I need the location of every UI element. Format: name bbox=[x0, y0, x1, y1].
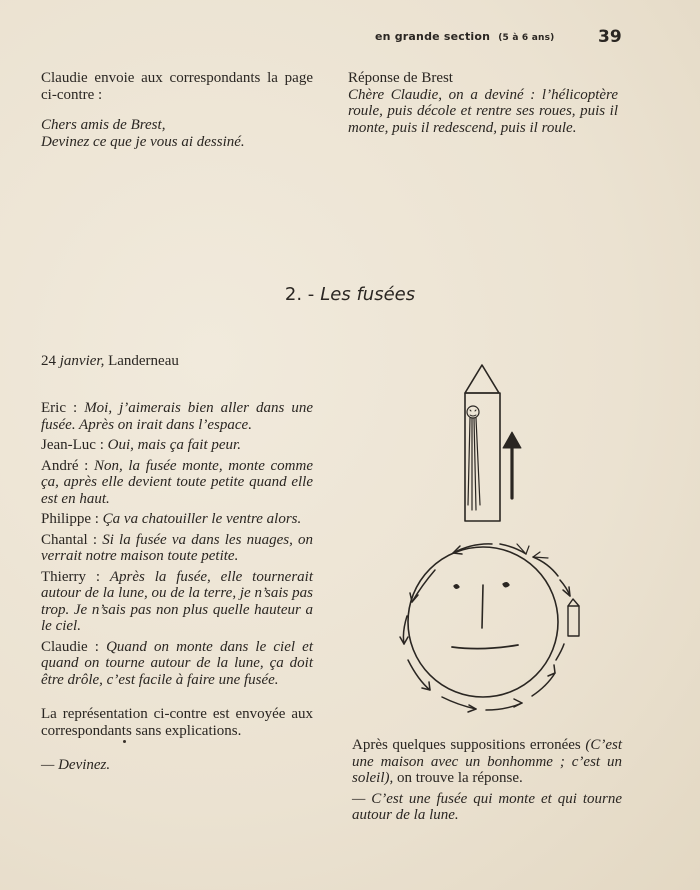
running-head bbox=[375, 30, 554, 43]
running-title: en grande section bbox=[375, 30, 491, 43]
dateline-place: Landerneau bbox=[108, 353, 179, 369]
age-range: (5 à 6 ans) bbox=[498, 33, 555, 43]
dialogue-line-eric bbox=[41, 400, 313, 433]
small-rocket-sketch bbox=[568, 606, 579, 636]
caption-intro: Après quelques suppositions erronées bbox=[352, 737, 581, 753]
closing-prompt: — Devinez. bbox=[41, 757, 111, 773]
dialogue-line-jean-luc bbox=[41, 437, 313, 454]
page-number: 39 bbox=[598, 27, 622, 47]
dialogue-block bbox=[41, 400, 313, 774]
rocket-sketch bbox=[465, 365, 500, 521]
speaker-name: Chantal : bbox=[41, 531, 98, 548]
top-right-block bbox=[348, 70, 618, 136]
speaker-name: Eric : bbox=[41, 400, 78, 416]
speaker-name: Philippe : bbox=[41, 511, 99, 527]
speaker-name: Claudie : bbox=[41, 638, 99, 655]
reply-heading: Réponse de Brest bbox=[348, 70, 453, 86]
speech-text: Oui, mais ça fait peur. bbox=[107, 437, 241, 453]
section-title-text: Les fusées bbox=[320, 284, 416, 305]
speech-text: Après la fusée, elle tournerait autour de la lune, ou de la terre, je n’sais pas trop. Je n’sais pas non plus quelle hauteur a le ciel. bbox=[41, 568, 313, 634]
speech-text: Moi, j’aimerais bien aller dans une fusée. Après on irait dans l’espace. bbox=[41, 400, 313, 433]
speech-text: Ça va chatouiller le ventre alors. bbox=[102, 511, 302, 527]
section-title bbox=[0, 284, 700, 305]
speaker-name: Jean-Luc : bbox=[41, 437, 104, 453]
closing-text: La représentation ci-contre est envoyée aux correspondants sans explications. bbox=[41, 706, 313, 739]
dialogue-line-chantal bbox=[41, 532, 313, 565]
speaker-name: André : bbox=[41, 457, 89, 474]
moon-face-sketch bbox=[408, 547, 558, 697]
dateline bbox=[41, 353, 321, 370]
caption-guess: (C’est une maison avec un bonhomme ; c’est un soleil), bbox=[352, 737, 622, 786]
dialogue-line-thierry bbox=[41, 569, 313, 635]
drawing-caption bbox=[352, 737, 622, 824]
top-left-block bbox=[41, 70, 313, 150]
speech-text: Si la fusée va dans les nuages, on verrait notre maison toute petite. bbox=[41, 531, 314, 564]
section-number: 2. - bbox=[284, 284, 315, 305]
dateline-date: 24 bbox=[41, 353, 56, 369]
orbit-arrows-sketch bbox=[400, 544, 570, 712]
speech-text: Non, la fusée monte, monte comme ça, après elle devient toute petite quand elle est en haut. bbox=[41, 457, 314, 507]
dialogue-line-andre bbox=[41, 458, 313, 508]
caption-text bbox=[352, 737, 622, 787]
speaker-name: Thierry : bbox=[41, 568, 100, 585]
dialogue-line-philippe bbox=[41, 511, 313, 528]
letter-body: Devinez ce que je vous ai dessiné. bbox=[41, 133, 245, 150]
speech-text: Quand on monte dans le ciel et quand on tourne autour de la lune, ça doit être drôle, c’est facile à faire une fusée. bbox=[41, 638, 313, 688]
caption-outro: on trouve la réponse. bbox=[397, 770, 523, 786]
printed-dot bbox=[123, 740, 126, 743]
intro-text: Claudie envoie aux correspondants la page ci-contre : bbox=[41, 70, 313, 103]
letter-greeting: Chers amis de Brest, bbox=[41, 117, 166, 133]
dialogue-line-claudie bbox=[41, 639, 313, 689]
reply-body: Chère Claudie, on a deviné : l’hélicoptère roule, puis décole et rentre ses roues, puis il monte, puis il redescend, puis il roule. bbox=[348, 86, 618, 136]
rocket-moon-drawing bbox=[390, 360, 590, 720]
dateline-month: janvier, bbox=[59, 353, 105, 369]
up-arrow-sketch bbox=[503, 432, 521, 498]
caption-answer: — C’est une fusée qui monte et qui tourne autour de la lune. bbox=[352, 790, 622, 823]
